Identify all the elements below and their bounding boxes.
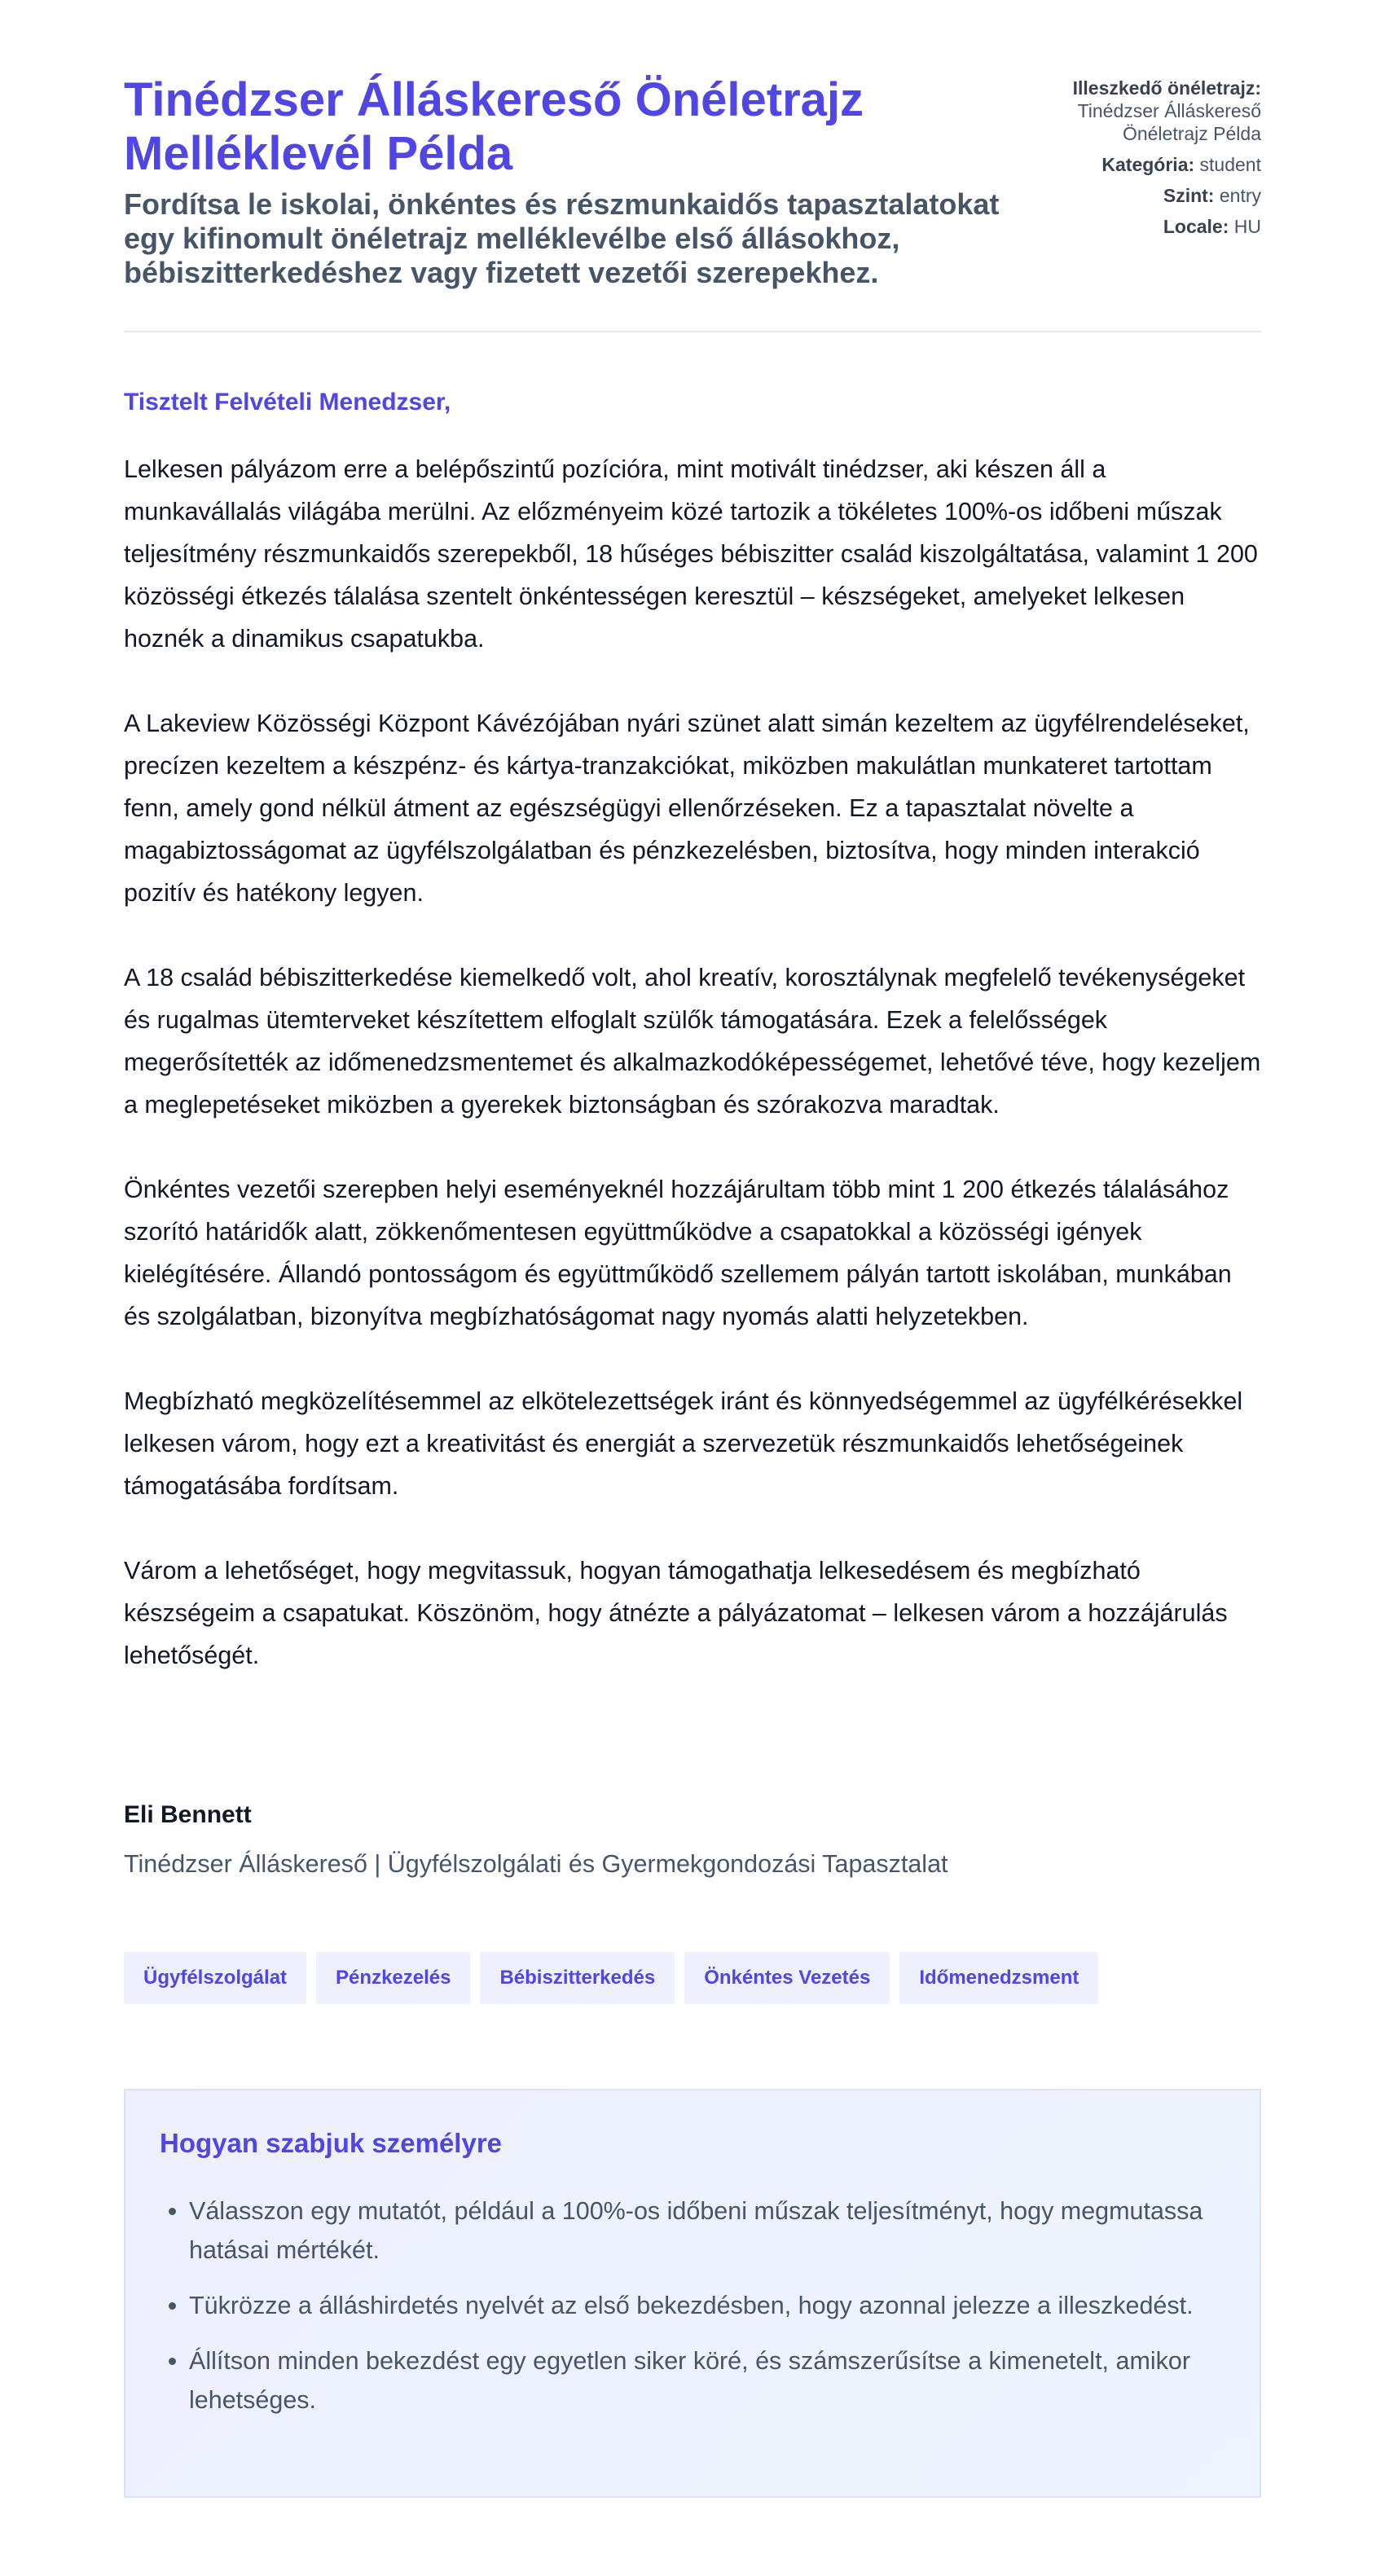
signature-name: Eli Bennett (124, 1801, 252, 1828)
letter-salutation: Tisztelt Felvételi Menedzser, (124, 389, 451, 415)
customization-tips (124, 2089, 1261, 2498)
letter-paragraph-3: A 18 család bébiszitterkedése kiemelkedő volt, ahol kreatív, korosztálynak megfelelő tevékenységeket és rugalmas ütemterveket készítettem elfoglalt szülők támogatására. Ezek a felelősségek megerősítették az időmenedzsmentemet és alkalmazkodóképességemet, lehetővé téve, hogy kezeljem a meglepetéseket miközben a gyerekek biztonságban és szórakozva maradtak. (124, 964, 1261, 1119)
letter-body (124, 448, 1261, 1719)
meta-fit-label: Illeszkedő önéletrajz: (1072, 77, 1261, 99)
skill-tag-customer-service: Ügyfélszolgálat (124, 1952, 306, 2004)
letter-paragraph-4: Önkéntes vezetői szerepben helyi eseményeknél hozzájárultam több mint 1 200 étkezés tálalásához szorító határidők alatt, zökkenőmentesen együttműködve a csapatokkal a közösségi igények kielégítésére. Állandó pontosságom és együttműködő szellemem pályán tartott iskolában, munkában és szolgálatban, bizonyítva megbízhatóságomat nagy nyomás alatti helyzetekben. (124, 1176, 1232, 1330)
tips-item-1: • Válasszon egy mutatót, például a 100%-os időbeni műszak teljesítményt, hogy megmutassa hatásai mértékét. (189, 2191, 1248, 2270)
meta-level (1017, 184, 1261, 207)
page-title: Tinédzser Álláskereső Önéletrajz Melléklevél Példa (124, 73, 864, 180)
letter-paragraph-1: Lelkesen pályázom erre a belépőszintű pozícióra, mint motivált tinédzser, aki készen áll a munkavállalás világába merülni. Az előzményeim közé tartozik a tökéletes 100%-os időbeni műszak teljesítmény részmunkaidős szerepekből, 18 hűséges bébiszitter család kiszolgáltatása, valamint 1 200 közösségi étkezés tálalása szentelt önkéntességen keresztül – készségeket, amelyeket lelkesen hoznék a dinamikus csapatukba. (124, 455, 1258, 653)
skill-tag-babysitting: Bébiszitterkedés (480, 1952, 675, 2004)
meta-fit (1017, 77, 1261, 145)
meta-category (1017, 153, 1261, 176)
page-content (124, 0, 1261, 2414)
header-main (124, 73, 1036, 290)
tips-list (160, 2191, 1248, 2436)
page-header (124, 0, 1261, 332)
meta-locale-label: Locale: (1163, 216, 1229, 237)
skill-tag-cash-handling: Pénzkezelés (316, 1952, 470, 2004)
page-subtitle: Fordítsa le iskolai, önkéntes és részmunkaidős tapasztalatokat egy kifinomult önéletrajz melléklevélbe első állásokhoz, bébiszitterkedéshez vagy fizetett vezetői szerepekhez. (124, 187, 1000, 289)
skill-tags (124, 1952, 1098, 2004)
letter-paragraph-5: Megbízható megközelítésemmel az elkötelezettségek iránt és könnyedségemmel az ügyfélkérésekkel lelkesen várom, hogy ezt a kreativitást és energiát a szervezetük részmunkaidős lehetőségeinek támogatásába fordítsam. (124, 1387, 1243, 1500)
skill-tag-time-management: Időmenedzsment (899, 1952, 1098, 2004)
meta-fit-value: Tinédzser Álláskereső Önéletrajz Példa (1077, 100, 1261, 144)
meta-level-value: entry (1219, 185, 1261, 206)
meta-locale (1017, 215, 1261, 238)
meta-locale-value: HU (1233, 216, 1261, 237)
tips-item-3: • Állítson minden bekezdést egy egyetlen siker köré, és számszerűsítse a kimenetelt, amikor lehetséges. (189, 2341, 1248, 2420)
meta-category-label: Kategória: (1101, 154, 1195, 175)
meta-panel (1017, 77, 1261, 246)
meta-level-label: Szint: (1163, 185, 1215, 206)
signature-role: Tinédzser Álláskereső | Ügyfélszolgálati és Gyermekgondozási Tapasztalat (124, 1850, 948, 1878)
tips-title: Hogyan szabjuk személyre (160, 2128, 503, 2158)
skill-tag-volunteer-leadership: Önkéntes Vezetés (684, 1952, 890, 2004)
meta-category-value: student (1199, 154, 1261, 175)
tips-item-2: • Tükrözze a álláshirdetés nyelvét az első bekezdésben, hogy azonnal jelezze a illeszkedést. (189, 2286, 1248, 2325)
letter-paragraph-2: A Lakeview Közösségi Központ Kávézójában nyári szünet alatt simán kezeltem az ügyfélrendeléseket, precízen kezeltem a készpénz- és kártya-tranzakciókat, miközben makulátlan munkateret tartottam fenn, amely gond nélkül átment az egészségügyi ellenőrzéseken. Ez a tapasztalat növelte a magabiztosságomat az ügyfélszolgálatban és pénzkezelésben, biztosítva, hogy minden interakció pozitív és hatékony legyen. (124, 710, 1250, 907)
letter-paragraph-6: Várom a lehetőséget, hogy megvitassuk, hogyan támogathatja lelkesedésem és megbízható készségeim a csapatukat. Köszönöm, hogy átnézte a pályázatomat – lelkesen várom a hozzájárulás lehetőségét. (124, 1557, 1228, 1669)
